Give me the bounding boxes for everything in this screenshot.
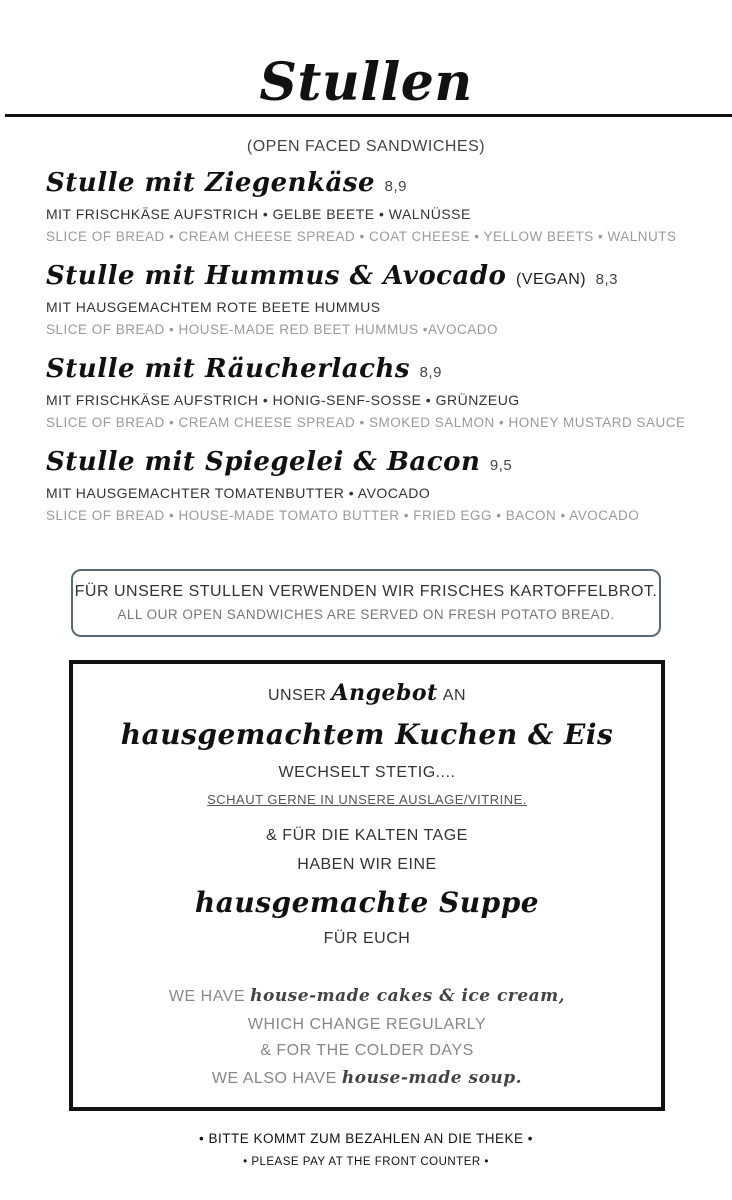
item-description-de: MIT FRISCHKÄSE AUFSTRICH • GELBE BEETE • WALNÜSSE <box>46 206 471 222</box>
menu-item <box>46 259 706 337</box>
offer-en-1-script: house-made cakes & ice cream, <box>250 986 566 1006</box>
item-price: 8,9 <box>384 178 407 195</box>
item-price: 9,5 <box>489 457 513 474</box>
offer-en-line-3: & FOR THE COLDER DAYS <box>260 1042 474 1059</box>
offer-have-text: HABEN WIR EINE <box>297 856 437 873</box>
offer-intro <box>73 680 661 706</box>
item-name: Stulle mit Ziegenkäse <box>46 168 376 198</box>
item-description-de: MIT FRISCHKÄSE AUFSTRICH • HONIG-SENF-SOSSE • GRÜNZEUG <box>46 392 520 408</box>
title-divider <box>5 114 732 117</box>
offer-en-1-pre: WE HAVE <box>168 988 246 1005</box>
item-name: Stulle mit Räucherlachs <box>46 354 411 384</box>
menu-item <box>46 352 706 430</box>
offer-soup-heading: hausgemachte Suppe <box>194 886 540 919</box>
item-name-line <box>46 352 706 390</box>
offer-intro-post: AN <box>442 687 467 704</box>
offer-en-4-script: house-made soup. <box>341 1068 523 1088</box>
item-note: (VEGAN) <box>515 271 587 288</box>
bread-note-en: ALL OUR OPEN SANDWICHES ARE SERVED ON FRESH POTATO BREAD. <box>117 607 615 622</box>
item-description-de: MIT HAUSGEMACHTEM ROTE BEETE HUMMUS <box>46 299 381 315</box>
offer-display-text: SCHAUT GERNE IN UNSERE AUSLAGE/VITRINE. <box>207 792 527 807</box>
footer-payment-en: • PLEASE PAY AT THE FRONT COUNTER • <box>243 1156 489 1168</box>
item-description-en: SLICE OF BREAD • CREAM CHEESE SPREAD • SMOKED SALMON • HONEY MUSTARD SAUCE <box>46 415 686 430</box>
item-name: Stulle mit Hummus & Avocado <box>46 261 507 291</box>
offer-en-line-4 <box>73 1068 661 1088</box>
bread-note-de: FÜR UNSERE STULLEN VERWENDEN WIR FRISCHES KARTOFFELBROT. <box>74 583 658 600</box>
menu-subtitle: (OPEN FACED SANDWICHES) <box>246 138 486 155</box>
item-price: 8,3 <box>595 271 619 288</box>
menu-title: Stullen <box>259 52 473 113</box>
footer-payment-de: • BITTE KOMMT ZUM BEZAHLEN AN DIE THEKE • <box>199 1131 533 1146</box>
menu-item <box>46 445 706 523</box>
item-name: Stulle mit Spiegelei & Bacon <box>46 447 481 477</box>
bread-note-box <box>71 569 661 637</box>
offer-cakes-heading: hausgemachtem Kuchen & Eis <box>120 718 614 751</box>
offer-box <box>69 660 665 1111</box>
item-description-en: SLICE OF BREAD • HOUSE-MADE RED BEET HUMMUS •AVOCADO <box>46 322 499 337</box>
item-name-line <box>46 166 706 204</box>
offer-en-line-2: WHICH CHANGE REGULARLY <box>247 1016 487 1033</box>
offer-cold-days-text: & FÜR DIE KALTEN TAGE <box>266 827 468 844</box>
item-price: 8,9 <box>419 364 442 381</box>
offer-intro-pre: UNSER <box>267 687 327 704</box>
offer-intro-script: Angebot <box>331 680 438 706</box>
item-name-line <box>46 445 706 483</box>
menu-item <box>46 166 706 244</box>
offer-en-line-1 <box>73 986 661 1006</box>
offer-changes-text: WECHSELT STETIG.... <box>278 764 456 781</box>
offer-en-4-pre: WE ALSO HAVE <box>211 1070 337 1087</box>
item-description-en: SLICE OF BREAD • CREAM CHEESE SPREAD • COAT CHEESE • YELLOW BEETS • WALNUTS <box>46 229 677 244</box>
item-description-en: SLICE OF BREAD • HOUSE-MADE TOMATO BUTTER • FRIED EGG • BACON • AVOCADO <box>46 508 640 523</box>
item-name-line <box>46 259 706 297</box>
offer-for-you-text: FÜR EUCH <box>323 930 411 947</box>
item-description-de: MIT HAUSGEMACHTER TOMATENBUTTER • AVOCADO <box>46 485 431 501</box>
